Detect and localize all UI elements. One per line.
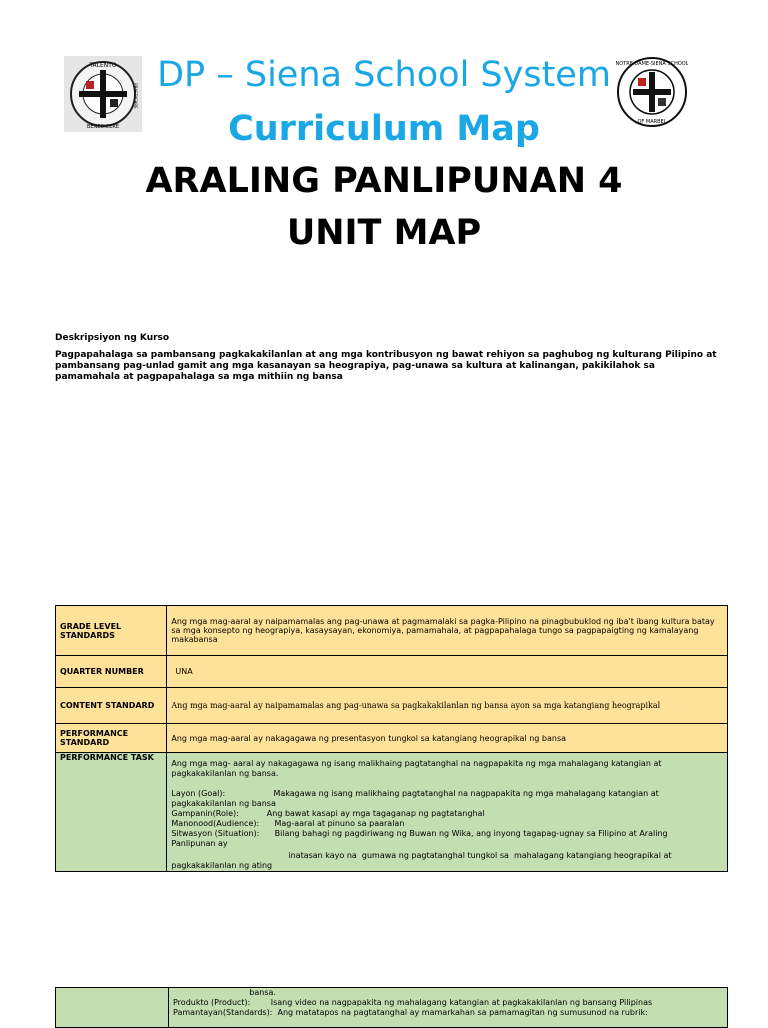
- left-logo-text-top: TALENTO: [89, 62, 117, 69]
- content-standard-label: CONTENT STANDARD: [56, 688, 167, 724]
- performance-task-line: Panlipunan ay: [171, 839, 228, 848]
- performance-task-line: pagkakakilanlan ng bansa: [171, 799, 276, 808]
- left-logo-text-side: PRAEDICARE: [133, 83, 138, 109]
- performance-standard-label: PERFORMANCE STANDARD: [56, 724, 167, 753]
- table-row-quarter: [56, 656, 728, 688]
- grade-level-label: GRADE LEVEL STANDARDS: [56, 606, 167, 656]
- continuation-line: Pamantayan(Standards): Ang matatapos na pagtatanghal ay mamarkahan sa pamamagitan ng sumusunod na rubrik:: [173, 1008, 648, 1017]
- performance-task-line: pagkakakilanlan ng bansa.: [171, 769, 279, 778]
- table-row-performance-standard: [56, 724, 728, 753]
- map-type-title: UNIT MAP: [286, 213, 482, 253]
- course-description-text: Pagpapahalaga sa pambansang pagkakakilanlan at ang mga kontribusyon ng bawat rehiyon sa paghubog ng kulturang Pilipino at pambansang pag-unlad gamit ang mga kasanayan sa heograpiya, pag-unawa sa kultura at kalinangan, pakikilahok sa pamamahala at pagpapahalaga sa mga mithiin ng bansa: [55, 350, 717, 382]
- table-row-content-standard: [56, 688, 728, 724]
- right-logo-text-top: NOTRE DAME-SIENA SCHOOL: [616, 61, 688, 67]
- school-name: DP – Siena School System: [157, 55, 611, 95]
- quarter-value: UNA: [167, 656, 728, 688]
- continuation-line: Produkto (Product): Isang video na nagpapakita ng mahalagang katangian at pagkakakilanlan ng bansang Pilipinas: [173, 998, 653, 1007]
- performance-standard-value: Ang mga mag-aaral ay nakagagawa ng presentasyon tungkol sa katangiang heograpikal ng bansa: [167, 724, 728, 753]
- performance-task-label: PERFORMANCE TASK: [56, 753, 167, 872]
- performance-task-line: Manonood(Audience): Mag-aaral at pinuno sa paaralan: [171, 819, 405, 828]
- course-description-label: Deskripsiyon ng Kurso: [55, 333, 170, 343]
- performance-task-value: [167, 753, 728, 872]
- document-subtitle: Curriculum Map: [228, 109, 540, 149]
- continuation-label-cell: [56, 988, 169, 1028]
- performance-task-line: [171, 779, 723, 789]
- continuation-table: [55, 987, 728, 1028]
- grade-level-value: Ang mga mag-aaral ay naipamamalas ang pag-unawa at pagmamalaki sa pagka-Pilipino na pinagbubuklod ng iba't ibang kultura batay sa mga konsepto ng heograpiya, kasaysayan, ekonomiya, pamamahala, at pagpapahalaga tungo sa pagpapaigting ng kamalayang makabansa: [167, 606, 728, 656]
- performance-task-line: Layon (Goal): Makagawa ng isang malikhaing pagtatanghal na nagpapakita ng mga mahalagang katangian at: [171, 789, 659, 798]
- performance-task-line: Ang mga mag- aaral ay nakagagawa ng isang malikhaing pagtatanghal na nagpapakita ng mga mahalagang katangian at: [171, 759, 662, 768]
- table-row-performance-task: [56, 753, 728, 872]
- performance-task-line: Gampanin(Role): Ang bawat kasapi ay mga tagaganap ng pagtatanghal: [171, 809, 485, 818]
- continuation-value: [169, 988, 728, 1028]
- table-row-continuation: [56, 988, 728, 1028]
- performance-task-line: Sitwasyon (Situation): Bilang bahagi ng pagdiriwang ng Buwan ng Wika, ang inyong tagapag-ugnay sa Filipino at Araling: [171, 829, 668, 838]
- right-logo-text-bottom: OF MARBEL: [637, 119, 667, 125]
- performance-task-line: pagkakakilanlan ng ating: [171, 861, 273, 870]
- performance-task-line: inatasan kayo na gumawa ng pagtatanghal tungkol sa mahalagang katangiang heograpikal at: [171, 851, 672, 860]
- table-row-grade-level: [56, 606, 728, 656]
- continuation-line: bansa.: [173, 988, 276, 997]
- subject-title: ARALING PANLIPUNAN 4: [145, 161, 623, 201]
- quarter-label: QUARTER NUMBER: [56, 656, 167, 688]
- content-standard-value: Ang mga mag-aaral ay naipamamalas ang pag-unawa sa pagkakakilanlan ng bansa ayon sa mga katangiang heograpikal: [167, 688, 728, 724]
- left-logo-text-bottom: BENEDICERE: [86, 124, 120, 130]
- curriculum-table: [55, 605, 728, 872]
